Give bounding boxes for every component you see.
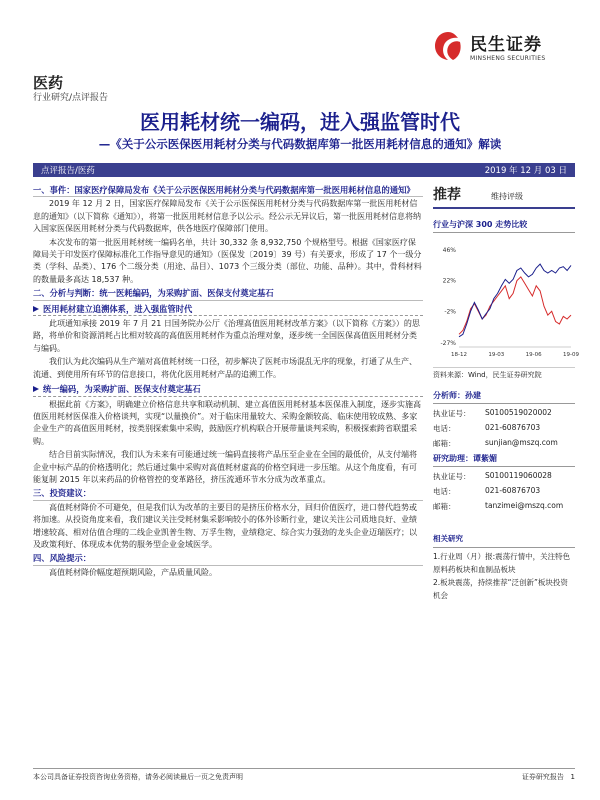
paragraph: 根据此前《方案》，明确建立价格信息共享和联动机制、建立高值医用耗材基本医保准入制度，逐步实施高值医用耗材医保准入价格谈判，实现“以量换价”。对于临床用量较大、采购金额较高、临床使用较成熟、多家企业生产的高值医用耗材，按类别探索集中采购，鼓励医疗机构联合开展带量谈判采购，积极探索跨省联盟采购。 (33, 399, 421, 446)
tel-number: 021-60876703 (485, 486, 541, 495)
mail-label: 邮箱： (433, 439, 456, 448)
page-number: 1 (570, 773, 575, 781)
section-risk-heading: 四、风险提示： (33, 552, 423, 565)
paragraph: 此项通知承接 2019 年 7 月 21 日国务院办公厅《治理高值医用耗材改革方案》（以下简称《方案》）的思路，将单价和资源消耗占比相对较高的高值医用耗材作为重点治理对象，逐步统一全国医保高值医用耗材分类与编码。 (33, 319, 420, 353)
section-investment-heading: 三、投资建议： (33, 487, 423, 500)
sector-label: 医药 (33, 74, 64, 92)
x-tick-label: 19-06 (525, 352, 542, 358)
y-tick-label: 46% (442, 247, 456, 255)
subheading-unified-coding: 统一编码，为采购扩面、医保支付奠定基石 (33, 383, 423, 396)
logo-text-cn: 民生证券 (470, 35, 542, 55)
chart-title: 行业与沪深 300 走势比较 (433, 219, 575, 233)
main-body (33, 184, 423, 580)
band-date: 2019 年 12 月 03 日 (484, 166, 567, 176)
rec-label: 推荐 (433, 187, 461, 203)
trend-chart (433, 237, 579, 362)
x-tick-label: 19-09 (563, 352, 579, 358)
report-subtitle: —《关于公示医保医用耗材分类与代码数据库第一批医用耗材信息的通知》解读 (98, 137, 502, 151)
paragraph: 2019 年 12 月 2 日，国家医疗保障局发布《关于公示医保医用耗材分类与代码数据库第一批医用耗材信息的通知》（以下简称《通知》），将第一批医用耗材信息予以公示。经公示无异议后，第一批医用耗材信息将纳入国家医保医用耗材分类与代码数据库，供各地医疗保障部门使用。 (33, 199, 421, 234)
footer (33, 768, 575, 782)
related-title: 相关研究 (433, 532, 575, 548)
rating-label: 维持评级 (491, 192, 523, 201)
report-title: 医用耗材统一编码，进入强监管时代 (140, 110, 460, 134)
related-research (433, 532, 575, 602)
tel-label: 电话： (433, 424, 456, 433)
recommendation (433, 184, 575, 209)
series-line-1 (459, 264, 571, 337)
cert-label: 执业证号： (433, 409, 471, 418)
mail-label: 邮箱： (433, 502, 456, 511)
subheading-traceability: 医用耗材建立追溯体系，进入强监管时代 (33, 303, 423, 316)
paragraph: 本次发布的第一批医用耗材统一编码名单，共计 30,332 条 8,932,750 个规格型号。根据《国家医疗保障局关于印发医疗保障标准化工作指导意见的通知》（医保发〔2019〕39 号）有关要求，形成了 17 个一级分类（学科、品类）、176 个二级分类（用途、品目）、1073 个三级分类（部位、功能、品种）。其中，骨科材料的数量最多高达 18,537 种。 (33, 237, 422, 284)
logo-text-en: MINSHENG SECURITIES (470, 55, 546, 62)
cert-number: S0100519020002 (485, 408, 552, 417)
related-item[interactable]: 1.行业周（月）报:震荡行情中，关注特色原料药板块和血制品板块 (433, 552, 571, 574)
related-item[interactable]: 2.板块震荡，持续推荐“泛创新”板块投资机会 (433, 578, 568, 600)
section-event-heading: 一、事件：国家医疗保障局发布《关于公示医保医用耗材分类与代码数据库第一批医用耗材信息的通知》 (33, 184, 423, 197)
sidebar (433, 184, 579, 602)
tel-label: 电话： (433, 487, 456, 496)
section-analysis-heading: 二、分析与判断：统一医耗编码，为采购扩面、医保支付奠定基石 (33, 287, 423, 300)
paragraph: 结合目前实际情况，我们认为未来有可能通过统一编码直接将产品压至企业在全国的最低价，从支付端将企业中标产品的价格透明化；然后通过集中采购对高值耗材虚高的价格空间进一步压缩。从这个角度看，有可能复制 2015 年以来药品的价格管控的变革路径，挤压流通环节水分成为改革重点。 (33, 450, 417, 484)
minsheng-logo (430, 28, 545, 64)
tel-number: 021-60876703 (485, 423, 541, 432)
x-tick-label: 18-12 (451, 352, 467, 358)
report-type: 行业研究/点评报告 (33, 93, 109, 103)
y-tick-label: 22% (442, 277, 456, 285)
minsheng-logo-icon (430, 28, 466, 64)
cert-number: S0100119060028 (485, 471, 552, 480)
analyst-name: 分析师：孙建 (433, 390, 575, 404)
chart-source: 资料来源：Wind，民生证券研究院 (433, 367, 575, 380)
band-category: 点评报告/医药 (41, 166, 95, 176)
disclaimer-note: 本公司具备证券投资咨询业务资格，请务必阅读最后一页之免责声明 (33, 773, 243, 781)
y-tick-label: -27% (440, 340, 456, 348)
paragraph: 高值耗材降价不可避免，但是我们认为改革的主要目的是挤压价格水分，回归价值医疗，进口替代趋势或将加速。从投资角度来看，我们建议关注受耗材集采影响较小的体外诊断行业，建议关注公司质地良好、业绩增速较高、相对估值合理的二线企业凯普生物、万孚生物，业绩稳定、综合实力强劲的龙头企业迈瑞医疗；以及政策利好、体现成本优势的服务型企业金域医学。 (33, 502, 417, 549)
x-tick-label: 19-03 (488, 352, 505, 358)
email-link[interactable]: sunjian@mszq.com (485, 438, 558, 447)
analyst-block (433, 390, 575, 512)
assistant-name: 研究助理：谭紫媚 (433, 453, 575, 467)
cert-label: 执业证号： (433, 472, 471, 481)
paragraph: 高值耗材降价幅度超预期风险，产品质量风险。 (49, 567, 217, 577)
paragraph: 我们认为此次编码从生产端对高值耗材统一口径，初步解决了医耗市场混乱无序的现象，打通了从生产、流通、到使用所有环节的信息接口，将优化医用耗材产品的追溯工作。 (33, 357, 417, 379)
info-band (33, 163, 575, 177)
footer-report-label: 证券研究报告 (521, 773, 564, 781)
email-link[interactable]: tanzimei@mszq.com (485, 501, 564, 510)
y-tick-label: -2% (444, 308, 456, 316)
